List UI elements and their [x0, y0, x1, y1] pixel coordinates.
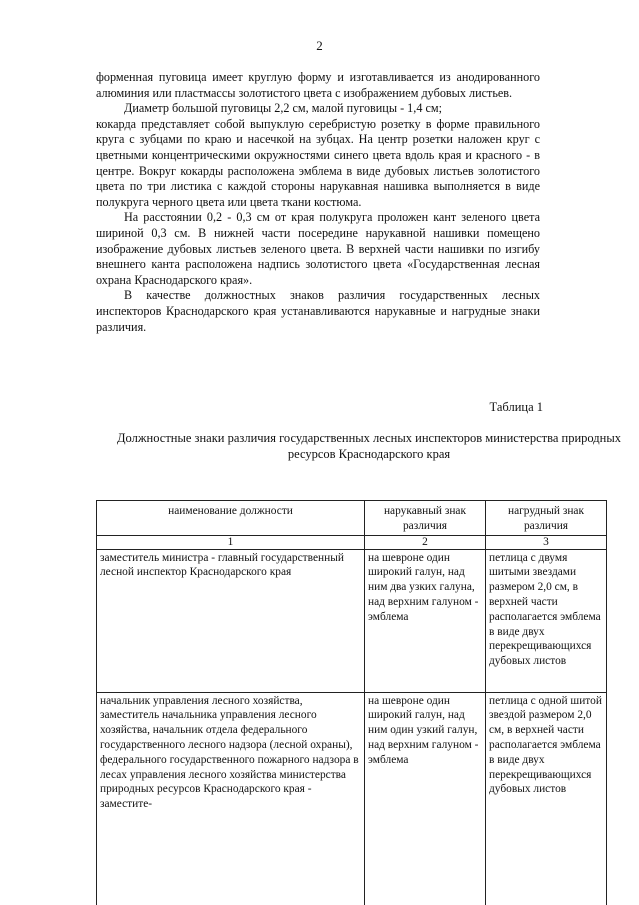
column-number-row — [97, 535, 607, 549]
paragraph: На расстоянии 0,2 - 0,3 см от края полукруга проложен кант зеленого цвета шириной 0,3 см. В нижней части посередине нарукавной нашивки помещено изображение дубовых листьев зеленого цвета. В верхней части нашивки по изгибу внешнего канта расположена надпись золотистого цвета «Государственная лесная охрана Краснодарского края». — [96, 210, 540, 287]
table-title: Должностные знаки различия государственных лесных инспекторов министерства природных ресурсов Краснодарского края — [117, 431, 621, 461]
column-number: 3 — [486, 535, 607, 549]
column-header: нарукавный знак различия — [365, 501, 486, 536]
table-row — [97, 549, 607, 692]
body-text — [96, 70, 540, 335]
column-number: 1 — [97, 535, 365, 549]
paragraph: кокарда представляет собой выпуклую серебристую розетку в форме правильного круга с зубцами по краю и насечкой на зубцах. На центр розетки наложен круг с цветными концентрическими окружностями синего цвета вдоль края и красного - в центре. Вокруг кокарды расположена эмблема в виде дубовых листьев золотистого цвета по три листика с каждой стороны нарукавная нашивка выполняется в виде полукруга черного цвета или цвета ткани костюма. — [96, 116, 540, 209]
column-number: 2 — [365, 535, 486, 549]
paragraph: В качестве должностных знаков различия государственных лесных инспекторов Краснодарского края устанавливаются нарукавные и нагрудные знаки различия. — [96, 288, 540, 334]
position-cell: начальник управления лесного хозяйства, заместитель начальника управления лесного хозяйства, начальник отдела федерального государственного лесного надзора (лесной охраны), федерального государственного пожарного надзора в лесах управления лесного хозяйства министерства природных ресурсов Краснодарского края - заместите- — [97, 692, 365, 905]
paragraph: Диаметр большой пуговицы 2,2 см, малой пуговицы - 1,4 см; — [124, 101, 442, 116]
table-row — [97, 692, 607, 905]
column-header: наименование должности — [97, 501, 365, 536]
table-label: Таблица 1 — [489, 400, 543, 414]
sleeve-insignia-cell: на шевроне один широкий галун, над ним один узкий галун, над верхним галуном - эмблема — [365, 692, 486, 905]
column-header: нагрудный знак различия — [486, 501, 607, 536]
chest-insignia-cell: петлица с одной шитой звездой размером 2,0 см, в верхней части располагается эмблема в виде двух перекрещивающихся дубовых листов — [486, 692, 607, 905]
chest-insignia-cell: петлица с двумя шитыми звездами размером 2,0 см, в верхней части располагается эмблема в виде двух перекрещивающихся дубовых листов — [486, 549, 607, 692]
table-header-row — [97, 501, 607, 536]
insignia-table — [96, 500, 607, 905]
paragraph: форменная пуговица имеет круглую форму и изготавливается из анодированного алюминия или пластмассы золотистого цвета с изображением дубовых листьев. — [96, 70, 540, 100]
sleeve-insignia-cell: на шевроне один широкий галун, над ним два узких галуна, над верхним галуном - эмблема — [365, 549, 486, 692]
page-number: 2 — [316, 38, 323, 53]
position-cell: заместитель министра - главный государственный лесной инспектор Краснодарского края — [97, 549, 365, 692]
